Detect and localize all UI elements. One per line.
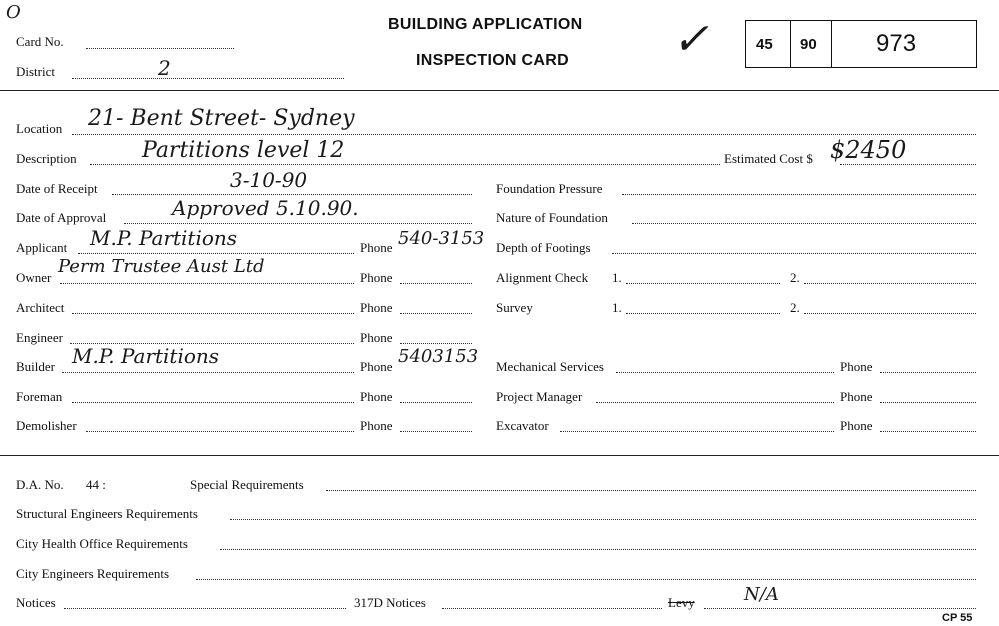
box-cell-2: 90 — [800, 36, 817, 53]
structural-field[interactable] — [230, 519, 976, 520]
date-approval-field[interactable] — [124, 223, 472, 224]
box-cell-1: 45 — [756, 36, 773, 53]
form-title: BUILDING APPLICATION — [388, 16, 583, 33]
levy-field[interactable] — [704, 608, 976, 609]
date-receipt-value: 3-10-90 — [230, 168, 308, 192]
applicant-phone-value: 540-3153 — [398, 228, 485, 249]
architect-phone-label: Phone — [360, 300, 393, 315]
demolisher-phone-label: Phone — [360, 418, 393, 433]
excavator-phone-label: Phone — [840, 418, 873, 433]
alignment-check-2-field[interactable] — [804, 283, 976, 284]
applicant-label: Applicant — [16, 240, 68, 255]
excavator-field[interactable] — [560, 431, 834, 432]
owner-label: Owner — [16, 270, 52, 285]
card-no-mark: O — [6, 2, 21, 23]
survey-1-label: 1. — [612, 300, 622, 315]
owner-phone-label: Phone — [360, 270, 393, 285]
footer-rule — [0, 455, 999, 456]
builder-field[interactable] — [62, 372, 354, 373]
owner-value: Perm Trustee Aust Ltd — [58, 256, 265, 277]
health-label: City Health Office Requirements — [16, 536, 188, 551]
foreman-field[interactable] — [72, 402, 354, 403]
da-no-value: 44 : — [86, 477, 106, 492]
applicant-phone-label: Phone — [360, 240, 393, 255]
description-field[interactable] — [90, 164, 720, 165]
alignment-check-2-label: 2. — [790, 270, 800, 285]
nature-foundation-label: Nature of Foundation — [496, 210, 608, 225]
depth-footings-label: Depth of Footings — [496, 240, 591, 255]
notices-317d-field[interactable] — [442, 608, 662, 609]
survey-2-field[interactable] — [804, 313, 976, 314]
check-mark: ✓ — [672, 14, 709, 65]
project-manager-phone-label: Phone — [840, 389, 873, 404]
foundation-pressure-field[interactable] — [622, 194, 976, 195]
mechanical-phone-label: Phone — [840, 359, 873, 374]
city-eng-field[interactable] — [196, 579, 976, 580]
engineer-label: Engineer — [16, 330, 63, 345]
estimated-cost-label: Estimated Cost $ — [724, 151, 813, 166]
date-approval-label: Date of Approval — [16, 210, 107, 225]
notices-field[interactable] — [64, 608, 346, 609]
applicant-value: M.P. Partitions — [90, 226, 238, 250]
header-rule — [0, 90, 999, 91]
builder-phone-value: 5403153 — [398, 346, 479, 367]
demolisher-label: Demolisher — [16, 418, 77, 433]
description-value: Partitions level 12 — [142, 138, 345, 163]
estimated-cost-value: $2450 — [830, 136, 907, 164]
foundation-pressure-label: Foundation Pressure — [496, 181, 603, 196]
notices-label: Notices — [16, 595, 56, 610]
form-subtitle: INSPECTION CARD — [416, 52, 569, 69]
alignment-check-1-label: 1. — [612, 270, 622, 285]
engineer-phone-field[interactable] — [400, 343, 472, 344]
location-value: 21- Bent Street- Sydney — [88, 106, 355, 131]
project-manager-field[interactable] — [596, 402, 834, 403]
project-manager-phone-field[interactable] — [880, 402, 976, 403]
levy-value: N/A — [744, 584, 779, 605]
architect-field[interactable] — [72, 313, 354, 314]
builder-value: M.P. Partitions — [72, 344, 220, 368]
mechanical-label: Mechanical Services — [496, 359, 604, 374]
district-field[interactable] — [72, 78, 344, 79]
mechanical-field[interactable] — [616, 372, 834, 373]
engineer-phone-label: Phone — [360, 330, 393, 345]
district-value: 2 — [158, 56, 171, 80]
box-cell-3: 973 — [876, 30, 917, 57]
applicant-field[interactable] — [78, 253, 354, 254]
foreman-label: Foreman — [16, 389, 63, 404]
builder-phone-label: Phone — [360, 359, 393, 374]
date-approval-value: Approved 5.10.90. — [172, 196, 359, 220]
owner-phone-field[interactable] — [400, 283, 472, 284]
notices-317d-label: 317D Notices — [354, 595, 426, 610]
demolisher-field[interactable] — [86, 431, 354, 432]
nature-foundation-field[interactable] — [632, 223, 976, 224]
estimated-cost-field[interactable] — [840, 164, 976, 165]
da-no-label: D.A. No. — [16, 477, 64, 492]
project-manager-label: Project Manager — [496, 389, 583, 404]
foreman-phone-field[interactable] — [400, 402, 472, 403]
survey-label: Survey — [496, 300, 533, 315]
form-code: CP 55 — [942, 612, 973, 624]
special-req-field[interactable] — [326, 490, 976, 491]
mechanical-phone-field[interactable] — [880, 372, 976, 373]
architect-label: Architect — [16, 300, 65, 315]
card-no-field[interactable] — [86, 48, 234, 49]
demolisher-phone-field[interactable] — [400, 431, 472, 432]
date-receipt-field[interactable] — [112, 194, 472, 195]
health-field[interactable] — [220, 549, 976, 550]
alignment-check-label: Alignment Check — [496, 270, 589, 285]
builder-label: Builder — [16, 359, 55, 374]
foreman-phone-label: Phone — [360, 389, 393, 404]
survey-2-label: 2. — [790, 300, 800, 315]
owner-field[interactable] — [60, 283, 354, 284]
excavator-label: Excavator — [496, 418, 549, 433]
city-eng-label: City Engineers Requirements — [16, 566, 170, 581]
depth-footings-field[interactable] — [612, 253, 976, 254]
location-label: Location — [16, 121, 63, 136]
date-receipt-label: Date of Receipt — [16, 181, 98, 196]
district-label: District — [16, 64, 55, 79]
card-no-label: Card No. — [16, 34, 64, 49]
description-label: Description — [16, 151, 77, 166]
special-req-label: Special Requirements — [190, 477, 304, 492]
excavator-phone-field[interactable] — [880, 431, 976, 432]
location-field[interactable] — [72, 134, 976, 135]
survey-1-field[interactable] — [626, 313, 780, 314]
levy-label: Levy — [668, 595, 695, 610]
structural-label: Structural Engineers Requirements — [16, 506, 198, 521]
alignment-check-1-field[interactable] — [626, 283, 780, 284]
architect-phone-field[interactable] — [400, 313, 472, 314]
